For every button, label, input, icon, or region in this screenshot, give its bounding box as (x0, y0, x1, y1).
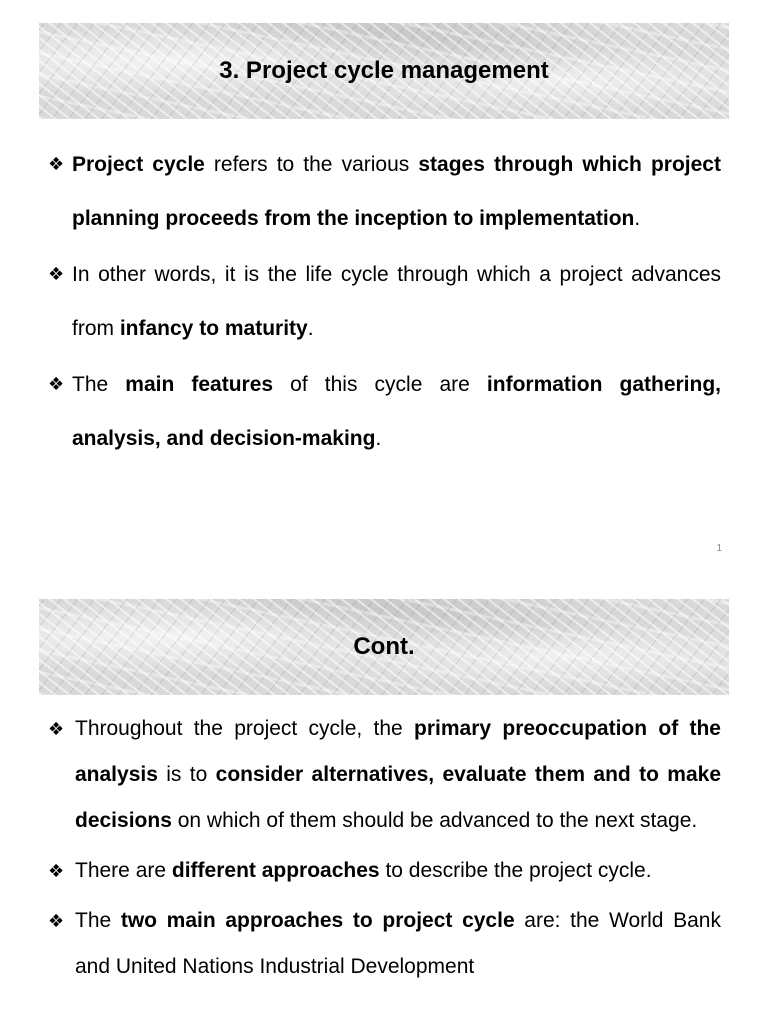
slide-2-title-banner (39, 599, 729, 695)
bullet-item (48, 358, 721, 465)
bullet-text (75, 859, 652, 882)
text-run: In other words, it is the life cycle through which a project advances from (72, 263, 721, 340)
text-run: on which of them should be advanced to the next stage. (171, 809, 698, 832)
bullet-item (48, 138, 721, 245)
bold-text-run: infancy to maturity (119, 316, 308, 340)
text-run: . (375, 426, 382, 450)
diamond-bullet-icon: ❖ (48, 861, 65, 881)
diamond-bullet-icon: ❖ (48, 719, 65, 739)
bold-text-run: information gathering, analysis, and decision-making (72, 373, 722, 450)
text-run: . (634, 206, 641, 230)
slide-2-title: Cont. (353, 633, 415, 660)
diamond-bullet-icon: ❖ (48, 374, 65, 394)
bullet-text (75, 909, 721, 978)
text-run: is to (157, 763, 216, 786)
text-run: The (72, 373, 126, 396)
diamond-bullet-icon: ❖ (48, 154, 65, 174)
slide-2 (0, 590, 768, 1024)
text-run: of this cycle are (273, 373, 487, 396)
bullet-text (72, 153, 721, 230)
slide-1-title: 3. Project cycle management (219, 57, 549, 84)
text-run: Throughout the project cycle, the (75, 717, 415, 740)
bullet-text (72, 263, 721, 340)
diamond-bullet-icon: ❖ (48, 911, 65, 931)
bullet-item (48, 898, 721, 990)
diamond-bullet-icon: ❖ (48, 264, 65, 284)
text-run: to describe the project cycle. (379, 859, 652, 882)
text-run: are: the World Bank and United Nations Industrial Development (75, 909, 721, 978)
slide-1-title-banner (39, 23, 729, 119)
text-run: . (307, 316, 314, 340)
bullet-text (72, 373, 721, 450)
bold-text-run: main features (125, 373, 274, 396)
bold-text-run: Project cycle (72, 153, 205, 176)
bullet-item (48, 848, 721, 894)
slide-1-bullet-list (48, 138, 721, 468)
text-run: There are (75, 859, 172, 882)
bold-text-run: consider alternatives, evaluate them and to make decisions (75, 763, 721, 832)
bold-text-run: different approaches (171, 859, 380, 882)
bold-text-run: stages through which project planning proceeds from the inception to implementation (72, 153, 721, 230)
text-run: refers to the various (204, 153, 419, 176)
bullet-text (75, 717, 721, 832)
bullet-item (48, 706, 721, 844)
bullet-item (48, 248, 721, 355)
text-run: The (75, 909, 121, 932)
slide-number: 1 (716, 543, 722, 554)
bold-text-run: primary preoccupation of the analysis (75, 717, 721, 786)
slide-2-bullet-list (48, 706, 721, 994)
bold-text-run: two main approaches to project cycle (120, 909, 515, 932)
